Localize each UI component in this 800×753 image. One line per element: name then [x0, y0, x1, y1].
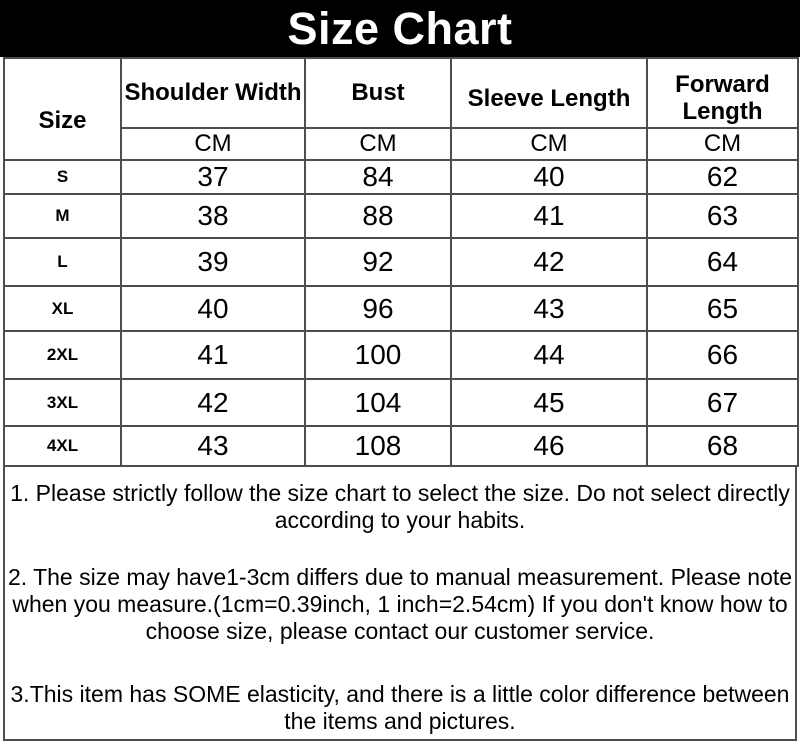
measurement-cell: 92 — [305, 238, 451, 286]
measurement-cell: 65 — [647, 286, 798, 331]
measurement-cell: 40 — [121, 286, 305, 331]
measurement-cell: 88 — [305, 194, 451, 238]
size-table-header — [4, 58, 798, 160]
unit-cell-forward-length: CM — [647, 128, 798, 160]
size-table — [3, 57, 799, 467]
size-label: S — [4, 160, 121, 194]
table-row — [4, 160, 798, 194]
size-label: L — [4, 238, 121, 286]
unit-cell-sleeve-length: CM — [451, 128, 647, 160]
table-row — [4, 379, 798, 426]
column-header-bust: Bust — [305, 58, 451, 128]
measurement-cell: 67 — [647, 379, 798, 426]
measurement-cell: 44 — [451, 331, 647, 379]
measurement-cell: 42 — [451, 238, 647, 286]
unit-row — [4, 128, 798, 160]
size-label: 4XL — [4, 426, 121, 466]
size-label: 2XL — [4, 331, 121, 379]
size-table-body — [4, 160, 798, 466]
measurement-cell: 37 — [121, 160, 305, 194]
measurement-cell: 41 — [451, 194, 647, 238]
measurement-cell: 63 — [647, 194, 798, 238]
size-label: M — [4, 194, 121, 238]
unit-cell-shoulder-width: CM — [121, 128, 305, 160]
column-header-sleeve-length: Sleeve Length — [451, 58, 647, 128]
column-header-row — [4, 58, 798, 128]
note-1: 1. Please strictly follow the size chart to select the size. Do not select directly according to your habits. — [10, 480, 790, 533]
notes-section — [3, 465, 797, 741]
table-row — [4, 426, 798, 466]
measurement-cell: 46 — [451, 426, 647, 466]
measurement-cell: 38 — [121, 194, 305, 238]
page-title: Size Chart — [287, 3, 513, 54]
measurement-cell: 42 — [121, 379, 305, 426]
size-label: XL — [4, 286, 121, 331]
measurement-cell: 66 — [647, 331, 798, 379]
note-2: 2. The size may have1-3cm differs due to manual measurement. Please note when you measure.(1cm=0.39inch, 1 inch=2.54cm) If you don't know how to choose size, please contact our customer service. — [7, 564, 793, 644]
size-label: 3XL — [4, 379, 121, 426]
measurement-cell: 40 — [451, 160, 647, 194]
measurement-cell: 45 — [451, 379, 647, 426]
column-header-shoulder-width: Shoulder Width — [121, 58, 305, 128]
table-row — [4, 238, 798, 286]
table-row — [4, 331, 798, 379]
measurement-cell: 96 — [305, 286, 451, 331]
measurement-cell: 43 — [451, 286, 647, 331]
column-header-size: Size — [4, 58, 121, 160]
measurement-cell: 68 — [647, 426, 798, 466]
measurement-cell: 108 — [305, 426, 451, 466]
table-row — [4, 286, 798, 331]
measurement-cell: 62 — [647, 160, 798, 194]
measurement-cell: 104 — [305, 379, 451, 426]
unit-cell-bust: CM — [305, 128, 451, 160]
column-header-forward-length: Forward Length — [647, 58, 798, 128]
measurement-cell: 64 — [647, 238, 798, 286]
measurement-cell: 100 — [305, 331, 451, 379]
table-row — [4, 194, 798, 238]
title-bar — [0, 0, 800, 57]
measurement-cell: 43 — [121, 426, 305, 466]
note-3: 3.This item has SOME elasticity, and there is a little color difference between the items and pictures. — [10, 681, 790, 734]
measurement-cell: 39 — [121, 238, 305, 286]
measurement-cell: 84 — [305, 160, 451, 194]
measurement-cell: 41 — [121, 331, 305, 379]
content-area — [0, 57, 800, 741]
